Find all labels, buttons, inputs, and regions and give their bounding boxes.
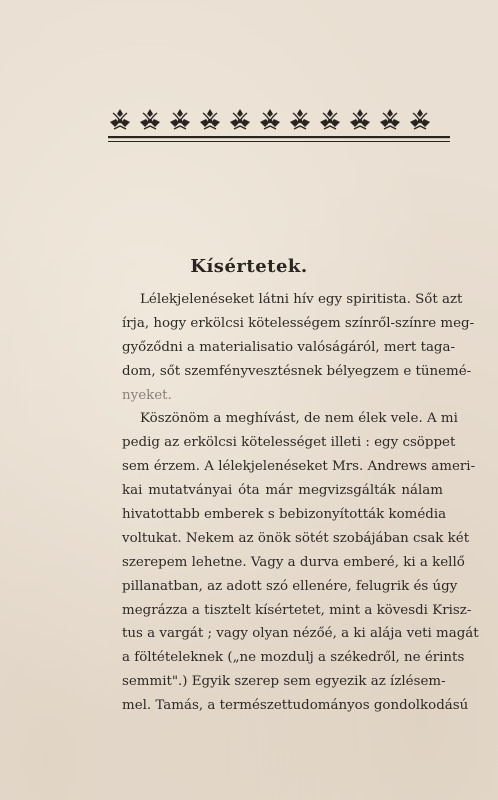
text-line: dom, sőt szemfényvesztésnek bélyegzem e tünemé- [122, 363, 472, 379]
text-line: nyeket. [122, 387, 172, 403]
text-line: megrázza a tisztelt kísértetet, mint a kövesdi Krisz- [122, 602, 472, 618]
text-line: voltukat. Nekem az önök sötét szobájában csak két [122, 530, 470, 546]
text-line: a föltételeknek („ne mozdulj a székedről, ne érints [122, 650, 465, 666]
text-line: kai mutatványai óta már megvizsgálták nálam [122, 483, 443, 499]
text-line: pillanatban, az adott szó ellenére, felugrik és úgy [122, 578, 458, 594]
text-line: szerepem lehetne. Vagy a durva emberé, ki a kellő [122, 554, 465, 570]
chapter-title: Kísértetek. [190, 256, 308, 277]
body-text [122, 288, 479, 718]
text-line: semmit".) Egyik szerep sem egyezik az ízlésem- [122, 674, 446, 690]
text-line: mel. Tamás, a természettudományos gondolkodású [122, 698, 469, 714]
text-line: Köszönöm a meghívást, de nem élek vele. A mi [140, 411, 458, 427]
text-line: Lélekjelenéseket látni hív egy spiritista. Sőt azt [140, 292, 463, 307]
text-line: győződni a materialisatio valóságáról, mert taga- [122, 339, 456, 355]
decorative-header-ornament [108, 100, 452, 156]
ornament-border-icon [108, 100, 452, 156]
text-line: pedig az erkölcsi kötelességet illeti : egy csöppet [122, 435, 456, 451]
text-line: írja, hogy erkölcsi kötelességem színről-színre meg- [122, 315, 475, 331]
text-line: tus a vargát ; vagy olyan nézőé, a ki alája veti magát [122, 626, 479, 642]
text-line: hivatottabb emberek s bebizonyították komédia [122, 507, 447, 523]
text-line: sem érzem. A lélekjelenéseket Mrs. Andrews ameri- [122, 459, 476, 475]
